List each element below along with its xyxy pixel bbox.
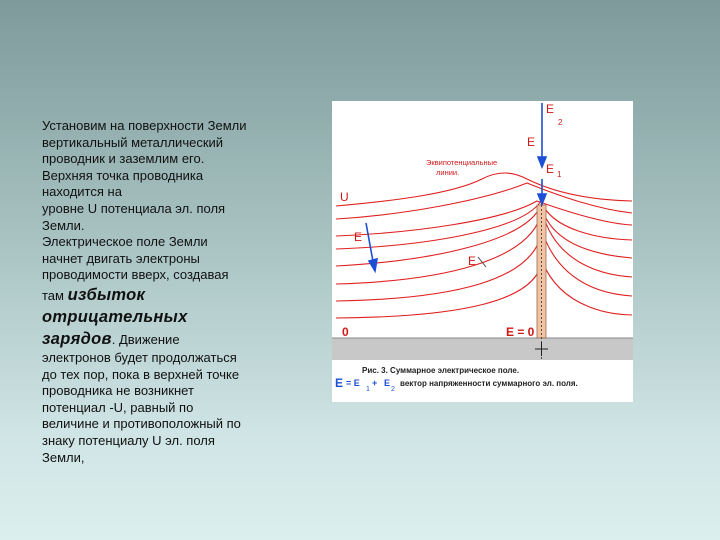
text-fragment: . Движение [111,331,180,347]
equipotential-lines [336,173,632,318]
text-line: Установим на поверхности Земли [42,118,247,133]
text-line: Электрическое поле Земли [42,234,208,250]
equipotential-line [336,261,632,318]
equipotential-line [336,205,632,266]
text-line: знаку потенциалу U эл. поля [42,432,215,448]
arrow-e2-head [538,157,546,167]
text-line: величине и противоположный по [42,416,241,432]
formula-e2: E [384,378,391,388]
text-line: проводимости вверх, создавая [42,267,229,283]
formula-sub2: 2 [391,386,395,393]
equipotential-line [336,201,632,249]
label-e2-sub: 2 [558,118,563,127]
text-line: до тех пор, пока в верхней точке [42,366,240,382]
emphasis-text: избыток [67,285,146,304]
formula-e: E [335,376,344,390]
ground-strip [332,338,633,360]
caption-line-1: Рис. 3. Суммарное электрическое поле. [362,366,520,375]
text-line: вертикальный металлический [42,134,224,150]
formula-sub1: 1 [366,386,370,393]
arrow-e-left-head [369,259,377,271]
emphasis-text: отрицательных [42,307,188,326]
label-e2: E [546,102,555,116]
text-line: Верхняя точка проводника [42,167,204,183]
text-line: Земли, [42,449,85,465]
label-e-top: E [527,135,536,149]
label-e1: E [546,162,555,176]
label-e-left: E [354,230,363,244]
text-line: Земли. [42,217,85,233]
label-zero: 0 [342,325,349,339]
equipotential-line [336,211,632,284]
equipotential-label: Эквипотенциальные [426,158,498,167]
explanation-text [42,118,282,466]
label-e-mid: E [468,254,477,268]
arrow-e1-head [538,194,546,204]
text-line [42,284,282,306]
equipotential-line [336,173,632,206]
field-diagram-svg [332,101,633,402]
text-line: проводника не возникнет [42,383,194,399]
label-e1-sub: 1 [557,170,562,179]
formula-plus: + [372,378,378,388]
equipotential-label: линии. [436,168,460,177]
text-line [42,328,282,350]
label-u: U [340,190,349,204]
text-line: находится на [42,184,122,200]
text-line: уровне U потенциала эл. поля [42,200,226,216]
text-line: начнет двигать электроны [42,250,200,266]
text-line: проводник и заземлим его. [42,151,205,167]
formula-eq: = E [346,378,360,388]
caption-line-2: вектор напряженности суммарного эл. поля. [400,379,578,388]
text-line: электронов будет продолжаться [42,349,237,365]
field-diagram [332,101,633,402]
emphasis-text: зарядов [42,329,112,348]
text-line: потенциал -U, равный по [42,399,194,415]
label-e-zero: E = 0 [506,325,535,339]
text-fragment: там [42,287,64,303]
